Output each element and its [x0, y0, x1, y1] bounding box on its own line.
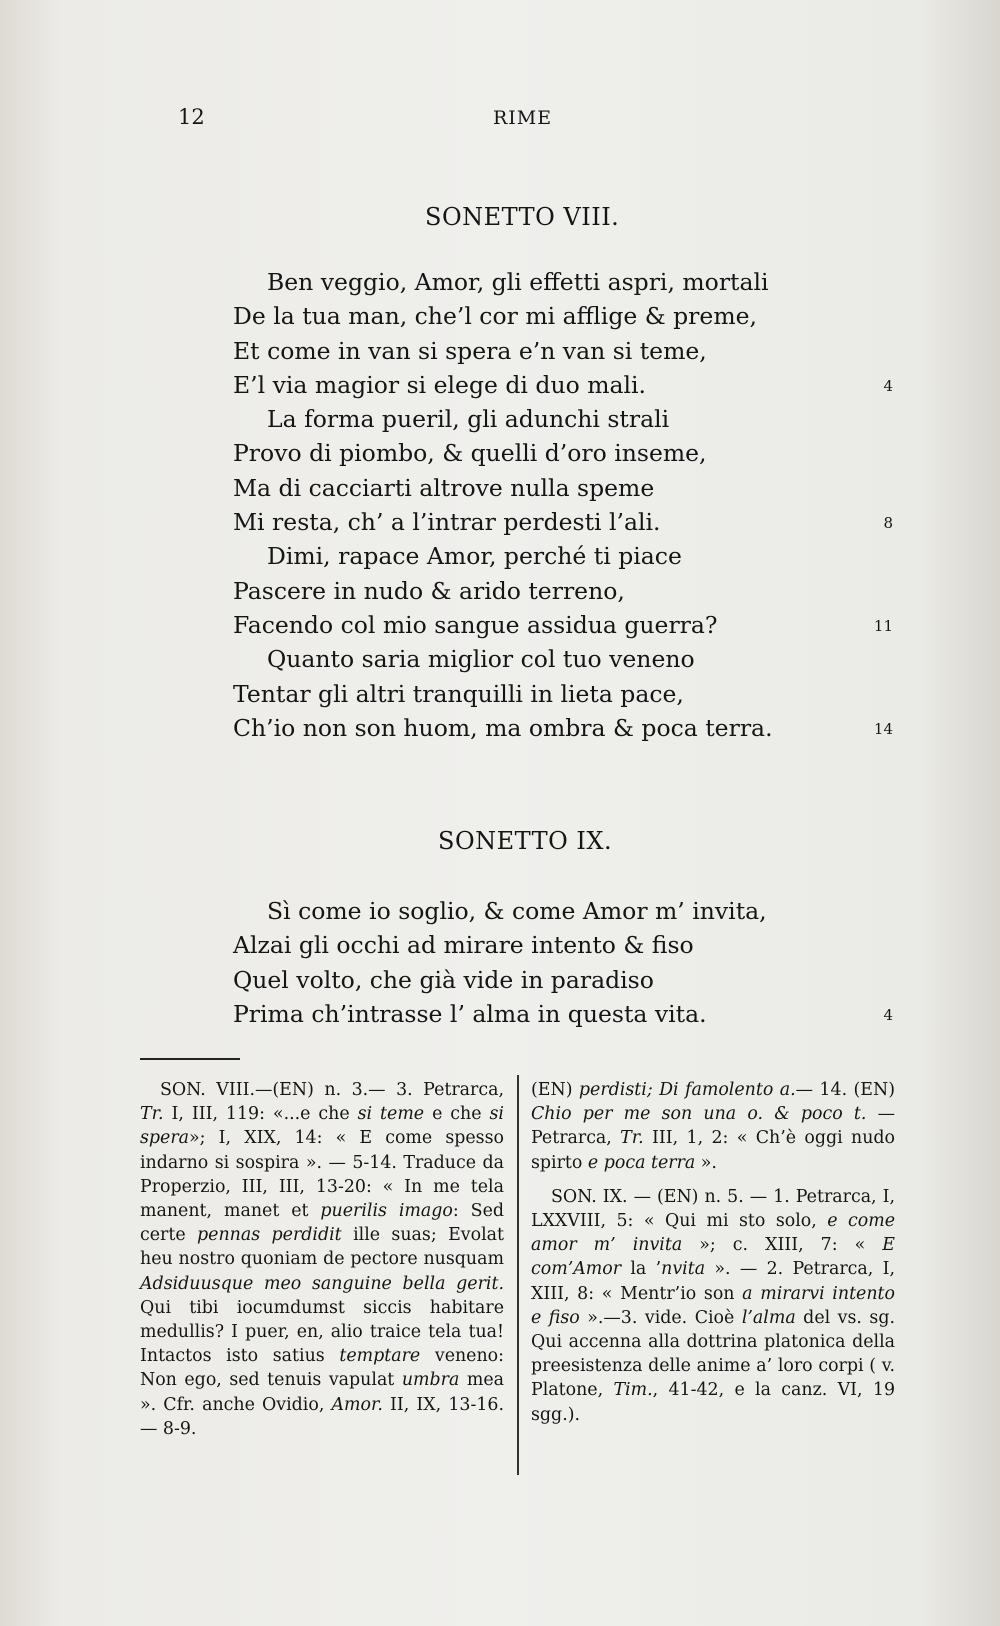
column-divider	[517, 1075, 519, 1475]
sonnet-verses	[233, 265, 893, 745]
verse-line: Sì come io soglio, & come Amor m’ invita,	[267, 897, 767, 925]
verse-line: Facendo col mio sangue assidua guerra? 11	[233, 610, 893, 639]
verse-line: Alzai gli occhi ad mirare intento & fiso	[233, 931, 694, 960]
line-number: 4	[883, 1005, 893, 1024]
verse-line: Dimi, rapace Amor, perché ti piace	[267, 542, 682, 571]
verse-line: Ben veggio, Amor, gli effetti aspri, mortali	[267, 268, 769, 296]
verse-line: Provo di piombo, & quelli d’oro inseme,	[233, 439, 707, 468]
notes-left-column	[140, 1078, 504, 1441]
sonnet-verses	[233, 894, 893, 1031]
note-paragraph: SON. IX. — (EN) n. 5. — 1. Petrarca, I, LXXVIII, 5: « Qui mi sto solo, e come amor m’ invita »; c. XIII, 7: « E com’Amor la ’nvita ». — 2. Petrarca, I, XIII, 8: « Mentr’io son a mirarvi intento e fiso ».—3. vide. Cioè l’alma del vs. sg. Qui accenna alla dottrina platonica della preesistenza delle anime a’ loro corpi ( v. Platone, Tim., 41-42, e la canz. VI, 19 sgg.).	[531, 1186, 896, 1425]
note-paragraph: (EN) perdisti; Di famolento a.— 14. (EN) Chio per me son una o. & poco t. — Petrarca, Tr. III, 1, 2: « Ch’è oggi nudo spirto e poca terra ».	[531, 1080, 895, 1173]
note-paragraph: SON. VIII.—(EN) n. 3.— 3. Petrarca, Tr. I, III, 119: «...e che si teme e che si spera»; I, XIX, 14: « E come spesso indarno si sospira ». — 5-14. Traduce da Properzio, III, III, 13-20: « In me tela manent, manet et puerilis imago: Sed certe pennas perdidit ille suas; Evolat heu nostro quoniam de pectore nusquam Adsiduusque meo sanguine bella gerit. Qui tibi iocumdumst siccis habitare medullis? I puer, en, alio traice tela tua! Intactos isto satius temptare veneno: Non ego, sed tenuis vapulat umbra mea ». Cfr. anche Ovidio, Amor. II, IX, 13-16. — 8-9.	[140, 1080, 505, 1439]
verse-line: Prima ch’intrasse l’ alma in questa vita. 4	[233, 999, 893, 1028]
notes-right-column	[531, 1078, 895, 1427]
sonnet-title: SONETTO IX.	[438, 827, 613, 855]
running-head: RIME	[493, 107, 553, 129]
verse-line: Mi resta, ch’ a l’intrar perdesti l’ali. 8	[233, 508, 893, 537]
line-number: 8	[883, 514, 893, 533]
line-number: 14	[873, 719, 893, 738]
page-number: 12	[178, 105, 205, 129]
line-number: 4	[883, 376, 893, 395]
verse-line: Pascere in nudo & arido terreno,	[233, 576, 625, 605]
verse-line: De la tua man, che’l cor mi afflige & preme,	[233, 302, 757, 331]
verse-line: Et come in van si spera e’n van si teme,	[233, 336, 707, 365]
verse-line: Tentar gli altri tranquilli in lieta pace,	[233, 679, 684, 708]
page-header	[178, 105, 778, 145]
footnote-rule	[140, 1058, 240, 1060]
sonnet-title: SONETTO VIII.	[425, 203, 620, 231]
verse-line: Quanto saria miglior col tuo veneno	[267, 645, 695, 674]
verse-line: Ch’io non son huom, ma ombra & poca terra. 14	[233, 713, 893, 742]
verse-line: E’l via magior si elege di duo mali. 4	[233, 370, 893, 399]
verse-line: Ma di cacciarti altrove nulla speme	[233, 473, 655, 502]
verse-line: Quel volto, che già vide in paradiso	[233, 965, 654, 994]
verse-line: La forma pueril, gli adunchi strali	[267, 405, 670, 434]
line-number: 11	[873, 616, 893, 635]
